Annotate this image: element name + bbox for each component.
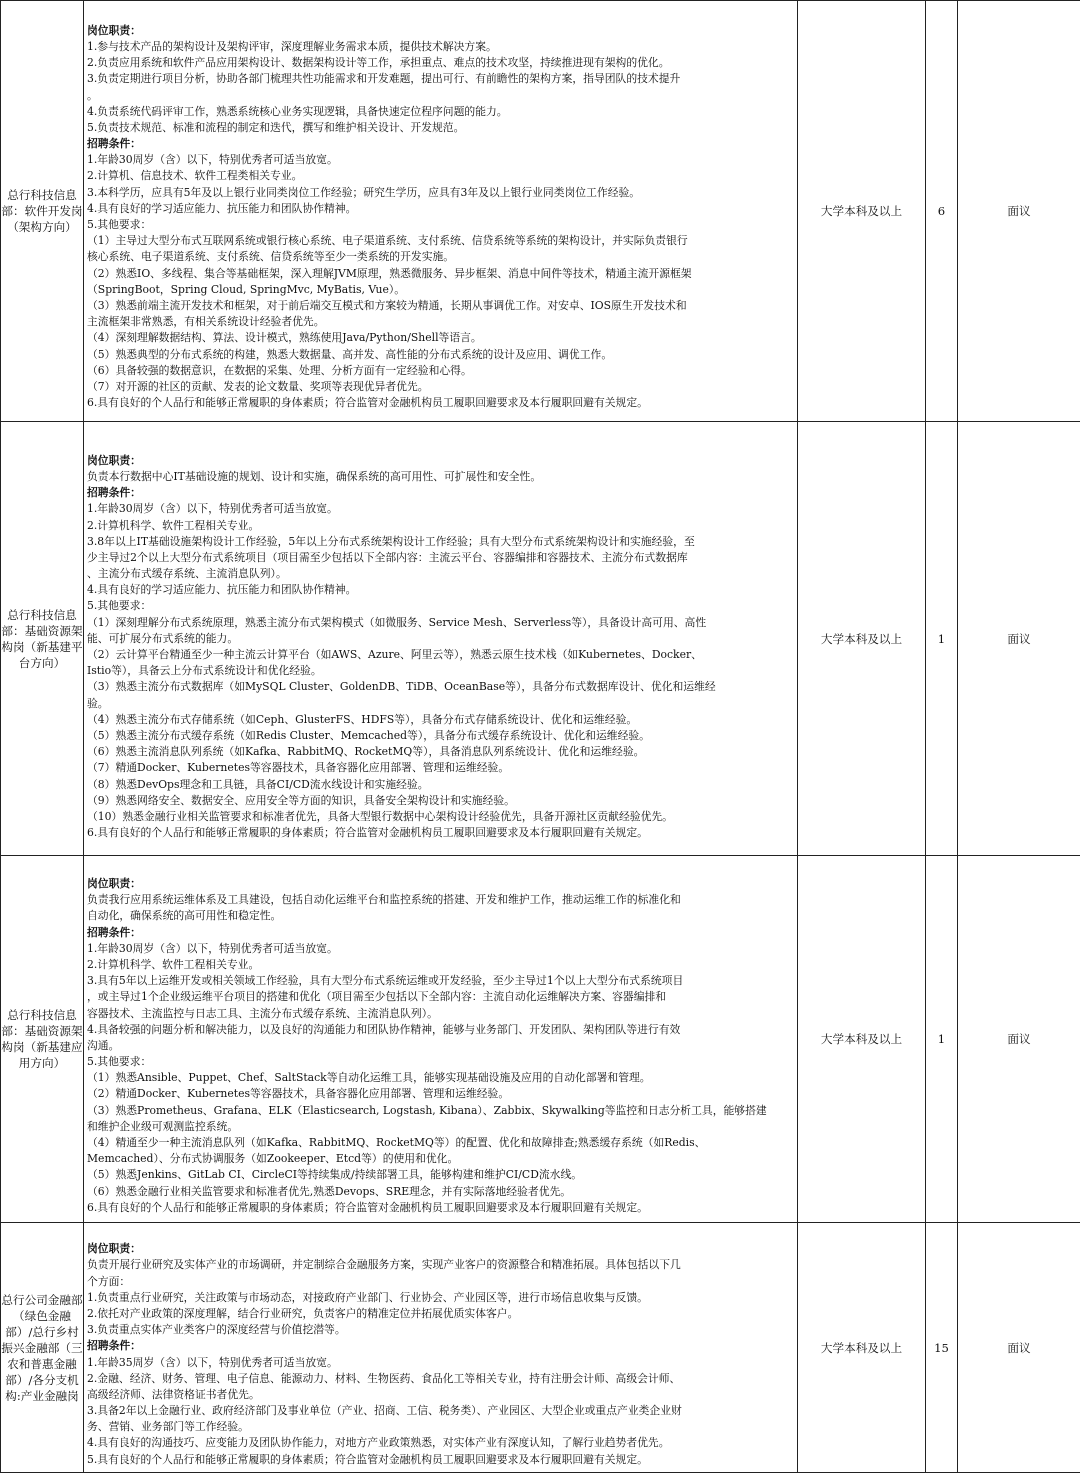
description-line: 个方面： [84, 1274, 797, 1290]
description-line: 3.具有5年以上运维开发或相关领域工作经验，具有大型分布式系统运维或开发经验，至少主导过1个以上大型分布式系统项目 [84, 973, 797, 989]
description-line: 5.其他要求： [84, 598, 797, 614]
description-line: 高级经济师、法律资格证书者优先。 [84, 1387, 797, 1403]
description-line: （9）熟悉网络安全、数据安全、应用安全等方面的知识，具备安全架构设计和实施经验。 [84, 793, 797, 809]
section-heading: 岗位职责： [84, 1241, 797, 1257]
section-heading: 招聘条件： [84, 136, 797, 152]
description-line: （2）熟悉IO、多线程、集合等基础框架，深入理解JVM原理，熟悉微服务、异步框架、消息中间件等技术，精通主流开源框架 [84, 266, 797, 282]
description-line: （4）熟悉主流分布式存储系统（如Ceph、GlusterFS、HDFS等），具备分布式存储系统设计、优化和运维经验。 [84, 712, 797, 728]
description-line: 1.年龄35周岁（含）以下，特别优秀者可适当放宽。 [84, 1355, 797, 1371]
education-cell: 大学本科及以上 [798, 856, 926, 1223]
description-line: （2）精通Docker、Kubernetes等容器技术，具备容器化应用部署、管理和运维经验。 [84, 1086, 797, 1102]
description-line: （6）具备较强的数据意识，在数据的采集、处理、分析方面有一定经验和心得。 [84, 363, 797, 379]
description-line: 5.具有良好的个人品行和能够正常履职的身体素质；符合监管对金融机构员工履职回避要求及本行履职回避有关规定。 [84, 1452, 797, 1468]
table-body [1, 1, 1080, 1473]
post-name-cell: 总行公司金融部（绿色金融部）/总行乡村振兴金融部（三农和普惠金融部）/各分支机构:产业金融岗 [1, 1223, 84, 1473]
description-line: 沟通。 [84, 1038, 797, 1054]
description-line: （6）熟悉金融行业相关监管要求和标准者优先,熟悉Devops、SRE理念，并有实际落地经验者优先。 [84, 1184, 797, 1200]
description-line: 。 [84, 88, 797, 104]
description-line: （7）精通Docker、Kubernetes等容器技术，具备容器化应用部署、管理和运维经验。 [84, 760, 797, 776]
description-line: 2.计算机科学、软件工程相关专业。 [84, 518, 797, 534]
description-line: 6.具有良好的个人品行和能够正常履职的身体素质；符合监管对金融机构员工履职回避要求及本行履职回避有关规定。 [84, 395, 797, 411]
description-line: Istio等），具备云上分布式系统设计和优化经验。 [84, 663, 797, 679]
headcount-cell: 1 [926, 856, 958, 1223]
description-line: 1.年龄30周岁（含）以下，特别优秀者可适当放宽。 [84, 501, 797, 517]
description-line: （1）主导过大型分布式互联网系统或银行核心系统、电子渠道系统、支付系统、信贷系统等系统的架构设计，并实际负责银行 [84, 233, 797, 249]
section-heading: 招聘条件： [84, 485, 797, 501]
description-line: 4.具有良好的沟通技巧、应变能力及团队协作能力，对地方产业政策熟悉，对实体产业有深度认知，了解行业趋势者优先。 [84, 1435, 797, 1451]
job-row [1, 1223, 1080, 1473]
headcount-cell: 15 [926, 1223, 958, 1473]
description-line: 2.计算机科学、软件工程相关专业。 [84, 957, 797, 973]
description-line: （SpringBoot，Spring Cloud, SpringMvc, MyBatis, Vue）。 [84, 282, 797, 298]
description-line: （4）深刻理解数据结构、算法、设计模式，熟练使用Java/Python/Shell等语言。 [84, 330, 797, 346]
description-line: 6.具有良好的个人品行和能够正常履职的身体素质；符合监管对金融机构员工履职回避要求及本行履职回避有关规定。 [84, 825, 797, 841]
description-line: （1）深刻理解分布式系统原理，熟悉主流分布式架构模式（如微服务、Service Mesh、Serverless等），具备设计高可用、高性 [84, 615, 797, 631]
description-line: 3.负责定期进行项目分析，协助各部门梳理共性功能需求和开发难题，提出可行、有前瞻性的架构方案，指导团队的技术提升 [84, 71, 797, 87]
description-line: （4）精通至少一种主流消息队列（如Kafka、RabbitMQ、RocketMQ等）的配置、优化和故障排查;熟悉缓存系统（如Redis、 [84, 1135, 797, 1151]
description-line: 5.其他要求： [84, 1054, 797, 1070]
description-line: 3.负责重点实体产业类客户的深度经营与价值挖潜等。 [84, 1322, 797, 1338]
description-line: （5）熟悉主流分布式缓存系统（如Redis Cluster、Memcached等），具备分布式缓存系统设计、优化和运维经验。 [84, 728, 797, 744]
description-line: 2.负责应用系统和软件产品应用架构设计、数据架构设计等工作，承担重点、难点的技术攻坚，持续推进现有架构的优化。 [84, 55, 797, 71]
description-line: 负责本行数据中心IT基础设施的规划、设计和实施，确保系统的高可用性、可扩展性和安全性。 [84, 469, 797, 485]
salary-cell: 面议 [958, 422, 1080, 856]
post-name-cell: 总行科技信息部：基础资源架构岗（新基建平台方向） [1, 422, 84, 856]
description-line: 负责开展行业研究及实体产业的市场调研，并定制综合金融服务方案，实现产业客户的资源整合和精准拓展。具体包括以下几 [84, 1257, 797, 1273]
description-line: 3.本科学历，应具有5年及以上银行业同类岗位工作经验；研究生学历，应具有3年及以上银行业同类岗位工作经验。 [84, 185, 797, 201]
description-line: （5）熟悉典型的分布式系统的构建，熟悉大数据量、高并发、高性能的分布式系统的设计及应用、调优工作。 [84, 347, 797, 363]
description-line: Memcached）、分布式协调服务（如Zookeeper、Etcd等）的使用和优化。 [84, 1151, 797, 1167]
description-line: 4.具有良好的学习适应能力、抗压能力和团队协作精神。 [84, 201, 797, 217]
description-line: （3）熟悉主流分布式数据库（如MySQL Cluster、GoldenDB、TiDB、OceanBase等），具备分布式数据库设计、优化和运维经 [84, 679, 797, 695]
description-line: 1.参与技术产品的架构设计及架构评审，深度理解业务需求本质，提供技术解决方案。 [84, 39, 797, 55]
salary-cell: 面议 [958, 1, 1080, 422]
description-line: 1.年龄30周岁（含）以下，特别优秀者可适当放宽。 [84, 152, 797, 168]
description-line: 1.负责重点行业研究，关注政策与市场动态，对接政府产业部门、行业协会、产业园区等，进行市场信息收集与反馈。 [84, 1290, 797, 1306]
description-line: 和维护企业级可观测监控系统。 [84, 1119, 797, 1135]
description-line: 3.具备2年以上金融行业、政府经济部门及事业单位（产业、招商、工信、税务类）、产业园区、大型企业或重点产业类企业财 [84, 1403, 797, 1419]
education-cell: 大学本科及以上 [798, 1, 926, 422]
job-row [1, 1, 1080, 422]
description-line: 、主流分布式缓存系统、主流消息队列）。 [84, 566, 797, 582]
salary-cell: 面议 [958, 1223, 1080, 1473]
description-line: 3.8年以上IT基础设施架构设计工作经验，5年以上分布式系统架构设计工作经验；具有大型分布式系统架构设计和实施经验，至 [84, 534, 797, 550]
section-heading: 岗位职责： [84, 453, 797, 469]
description-line: 1.年龄30周岁（含）以下，特别优秀者可适当放宽。 [84, 941, 797, 957]
description-line: 2.金融、经济、财务、管理、电子信息、能源动力、材料、生物医药、食品化工等相关专业，持有注册会计师、高级会计师、 [84, 1371, 797, 1387]
job-row [1, 856, 1080, 1223]
description-line: （5）熟悉Jenkins、GitLab CI、CircleCI等持续集成/持续部署工具，能够构建和维护CI/CD流水线。 [84, 1167, 797, 1183]
description-line: （2）云计算平台精通至少一种主流云计算平台（如AWS、Azure、阿里云等），熟悉云原生技术栈（如Kubernetes、Docker、 [84, 647, 797, 663]
description-line: ，或主导过1个企业级运维平台项目的搭建和优化（项目需至少包括以下全部内容：主流自动化运维解决方案、容器编排和 [84, 989, 797, 1005]
description-line: （10）熟悉金融行业相关监管要求和标准者优先，具备大型银行数据中心架构设计经验优先，具备开源社区贡献经验优先。 [84, 809, 797, 825]
job-description-cell [84, 1, 798, 422]
job-description-cell [84, 856, 798, 1223]
description-line: （1）熟悉Ansible、Puppet、Chef、SaltStack等自动化运维工具，能够实现基础设施及应用的自动化部署和管理。 [84, 1070, 797, 1086]
description-line: 4.具有良好的学习适应能力、抗压能力和团队协作精神。 [84, 582, 797, 598]
description-line: （6）熟悉主流消息队列系统（如Kafka、RabbitMQ、RocketMQ等），具备消息队列系统设计、优化和运维经验。 [84, 744, 797, 760]
description-line: 5.负责技术规范、标准和流程的制定和迭代，撰写和维护相关设计、开发规范。 [84, 120, 797, 136]
post-name-cell: 总行科技信息部：基础资源架构岗（新基建应用方向） [1, 856, 84, 1223]
description-line: 2.计算机、信息技术、软件工程类相关专业。 [84, 168, 797, 184]
description-line: 2.依托对产业政策的深度理解，结合行业研究，负责客户的精准定位并拓展优质实体客户。 [84, 1306, 797, 1322]
education-cell: 大学本科及以上 [798, 1223, 926, 1473]
headcount-cell: 6 [926, 1, 958, 422]
section-heading: 岗位职责： [84, 23, 797, 39]
section-heading: 岗位职责： [84, 876, 797, 892]
description-line: （3）熟悉Prometheus、Grafana、ELK（Elasticsearch, Logstash, Kibana）、Zabbix、Skywalking等监控和日志分析工具，能够搭建 [84, 1103, 797, 1119]
job-description-cell [84, 1223, 798, 1473]
description-line: 5.其他要求： [84, 217, 797, 233]
description-line: 主流框架非常熟悉，有相关系统设计经验者优先。 [84, 314, 797, 330]
description-line: 容器技术、主流监控与日志工具、主流分布式缓存系统、主流消息队列）。 [84, 1006, 797, 1022]
section-heading: 招聘条件： [84, 925, 797, 941]
description-line: （3）熟悉前端主流开发技术和框架，对于前后端交互模式和方案较为精通，长期从事调优工作。对安卓、IOS原生开发技术和 [84, 298, 797, 314]
description-line: 核心系统、电子渠道系统、支付系统、信贷系统等至少一类系统的开发实施。 [84, 249, 797, 265]
job-description-cell [84, 422, 798, 856]
description-line: （8）熟悉DevOps理念和工具链，具备CI/CD流水线设计和实施经验。 [84, 777, 797, 793]
post-name-cell: 总行科技信息部：软件开发岗（架构方向） [1, 1, 84, 422]
education-cell: 大学本科及以上 [798, 422, 926, 856]
description-line: 4.具备较强的问题分析和解决能力，以及良好的沟通能力和团队协作精神，能够与业务部门、开发团队、架构团队等进行有效 [84, 1022, 797, 1038]
description-line: 少主导过2个以上大型分布式系统项目（项目需至少包括以下全部内容：主流云平台、容器编排和容器技术、主流分布式数据库 [84, 550, 797, 566]
salary-cell: 面议 [958, 856, 1080, 1223]
description-line: 能、可扩展分布式系统的能力。 [84, 631, 797, 647]
section-heading: 招聘条件： [84, 1338, 797, 1354]
headcount-cell: 1 [926, 422, 958, 856]
description-line: 负责我行应用系统运维体系及工具建设，包括自动化运维平台和监控系统的搭建、开发和维护工作，推动运维工作的标准化和 [84, 892, 797, 908]
description-line: 自动化，确保系统的高可用性和稳定性。 [84, 908, 797, 924]
description-line: （7）对开源的社区的贡献、发表的论文数量、奖项等表现优异者优先。 [84, 379, 797, 395]
description-line: 验。 [84, 696, 797, 712]
job-row [1, 422, 1080, 856]
description-line: 6.具有良好的个人品行和能够正常履职的身体素质；符合监管对金融机构员工履职回避要求及本行履职回避有关规定。 [84, 1200, 797, 1216]
description-line: 务、营销、业务部门等工作经验。 [84, 1419, 797, 1435]
description-line: 4.负责系统代码评审工作，熟悉系统核心业务实现逻辑，具备快速定位程序问题的能力。 [84, 104, 797, 120]
